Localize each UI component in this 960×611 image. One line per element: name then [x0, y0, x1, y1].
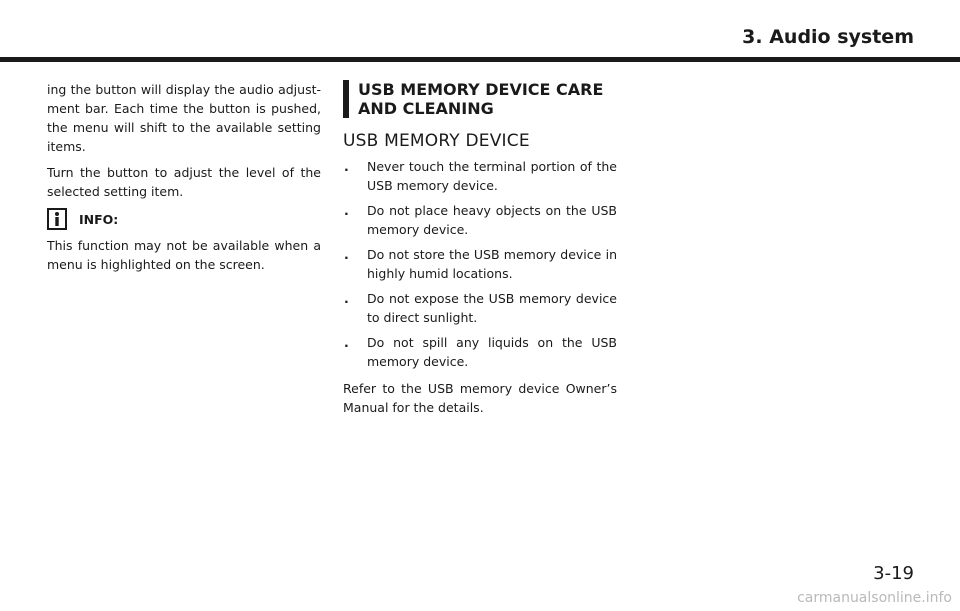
watermark: carmanualsonline.info — [797, 590, 952, 606]
bullet-icon: . — [344, 335, 349, 350]
info-note — [47, 208, 321, 230]
closing-paragraph: Refer to the USB memory device Owner’s Manual for the details. — [343, 381, 617, 415]
subsection-title: USB MEMORY DEVICE — [343, 131, 530, 151]
chapter-title: 3. Audio system — [742, 26, 914, 48]
list-item: . Never touch the terminal portion of the USB memory device. — [344, 159, 617, 193]
bullet-icon: . — [344, 291, 349, 306]
page-number: 3-19 — [873, 563, 914, 584]
info-label: INFO: — [79, 211, 119, 227]
bullet-icon: . — [344, 247, 349, 262]
bullet-list — [343, 157, 617, 371]
header-rule — [0, 57, 960, 62]
info-icon — [47, 208, 67, 230]
bullet-icon: . — [344, 159, 349, 174]
left-column — [47, 80, 321, 281]
section-title: USB MEMORY DEVICE CARE AND CLEANING — [343, 80, 617, 118]
list-item: . Do not place heavy objects on the USB memory device. — [344, 203, 617, 237]
list-item: . Do not expose the USB memory device to direct sunlight. — [344, 291, 617, 325]
list-item: . Do not spill any liquids on the USB memory device. — [344, 335, 617, 369]
paragraph: ing the button will display the audio adjust-ment bar. Each time the button is pushed, the menu will shift to the available setting items. — [47, 82, 321, 154]
paragraph: Turn the button to adjust the level of the selected setting item. — [47, 165, 321, 199]
list-item: . Do not store the USB memory device in highly humid locations. — [344, 247, 617, 281]
middle-column — [343, 80, 617, 424]
bullet-icon: . — [344, 203, 349, 218]
info-text: This function may not be available when a menu is highlighted on the screen. — [47, 238, 321, 272]
